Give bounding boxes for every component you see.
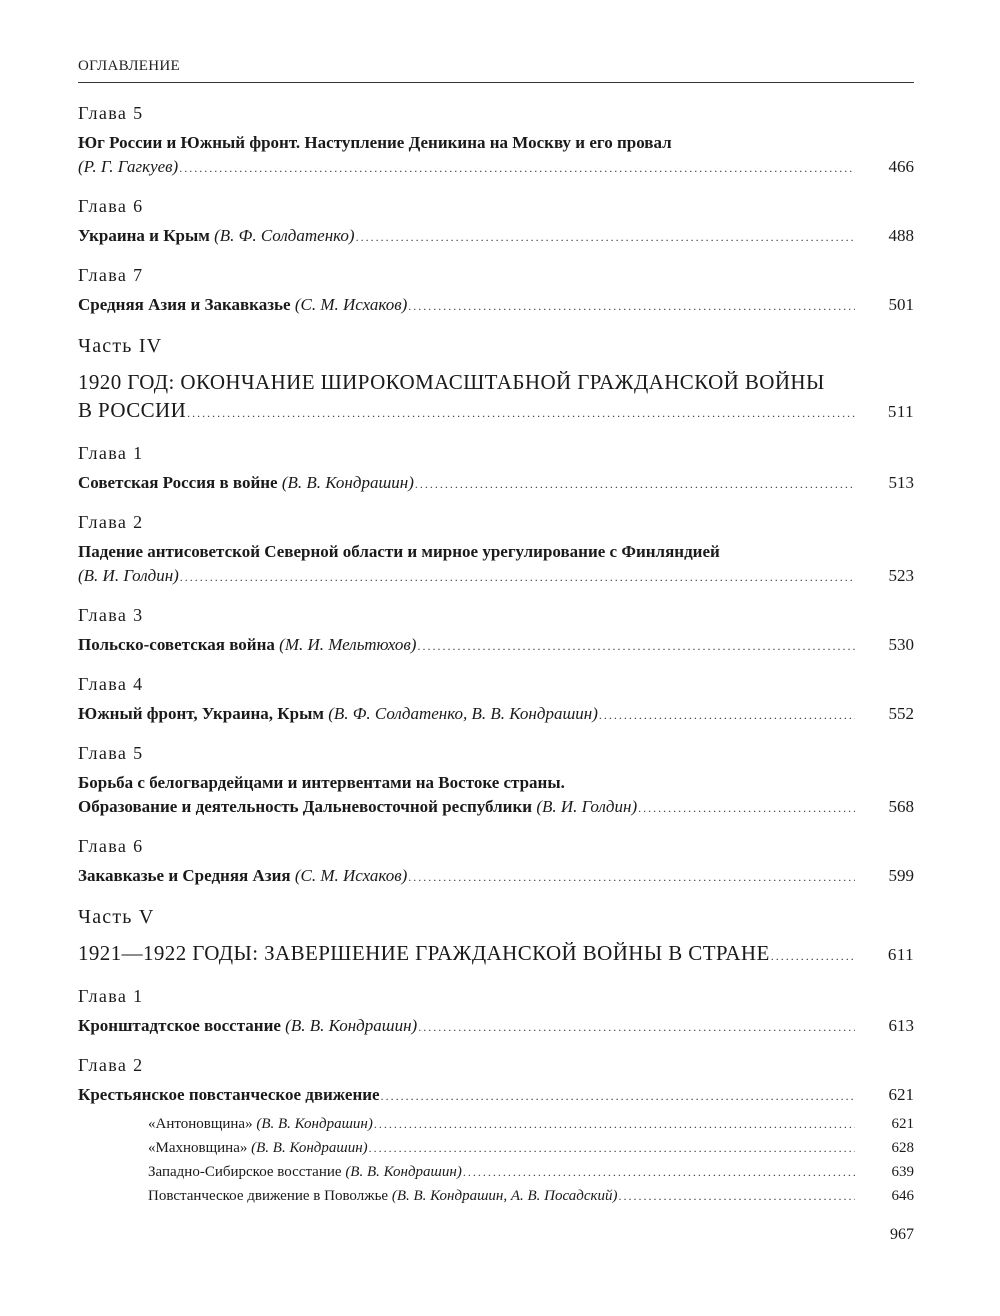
chapter-number: Глава 3 [78,605,144,625]
part-number: Часть IV [78,335,163,357]
toc-entry [78,194,914,249]
dot-leader [638,796,855,820]
chapter-author: (В. В. Кондрашин) [281,473,414,492]
dot-leader [463,1160,855,1184]
chapter-title: Кронштадтское восстание [78,1016,281,1035]
chapter-author: (С. М. Исхаков) [294,866,408,885]
part-title[interactable]: 1920 ГОД: ОКОНЧАНИЕ ШИРОКОМАСШТАБНОЙ ГРАЖДАНСКОЙ ВОЙНЫ [78,370,825,394]
subsection-line[interactable] [148,1184,914,1208]
toc-entry [78,672,914,727]
dot-leader [356,225,855,249]
subsection-line[interactable] [148,1136,914,1160]
chapter-title[interactable]: Падение антисоветской Северной области и мирное урегулирование с Финляндией [78,542,720,561]
dot-leader [417,634,855,658]
page-number: 523 [888,566,914,585]
page-number: 552 [888,704,914,723]
subsection-author: (В. В. Кондрашин) [251,1140,368,1156]
chapter-title-continued: Образование и деятельность Дальневосточной республики [78,797,533,816]
toc-entry [78,263,914,318]
page-number: 568 [888,797,914,816]
dot-leader [369,1136,855,1160]
chapter-number: Глава 2 [78,512,144,532]
page-number: 621 [891,1116,914,1132]
toc-line[interactable] [78,702,914,727]
toc-entry [78,741,914,820]
chapter-number: Глава 6 [78,196,144,216]
chapter-title: Крестьянское повстанческое движение [78,1085,380,1104]
chapter-title: Украина и Крым [78,226,210,245]
part-entry [78,334,914,427]
chapter-number: Глава 1 [78,443,144,463]
dot-leader [408,865,855,889]
dot-leader [179,156,855,180]
subsection-author: (В. В. Кондрашин) [256,1116,373,1132]
page-number: 530 [888,635,914,654]
toc-line[interactable] [78,939,914,970]
dot-leader [599,703,855,727]
page-folio: 967 [890,1226,914,1243]
subsection-title: Западно-Сибирское восстание [148,1164,342,1180]
toc-entry [78,441,914,496]
toc-line[interactable] [78,795,914,820]
chapter-author: (М. И. Мельтюхов) [279,635,417,654]
toc-entry [78,834,914,889]
page-number: 488 [888,226,914,245]
page-number: 466 [888,157,914,176]
dot-leader [381,1084,855,1108]
toc-entry [78,510,914,589]
chapter-title: Закавказье и Средняя Азия [78,866,291,885]
chapter-title[interactable]: Юг России и Южный фронт. Наступление Деникина на Москву и его провал [78,133,672,152]
subsection-line[interactable] [148,1112,914,1136]
page-number: 611 [887,945,914,964]
chapter-number: Глава 2 [78,1055,144,1075]
toc-line[interactable] [78,224,914,249]
chapter-title: Польско-советская война [78,635,275,654]
chapter-author: (С. М. Исхаков) [294,295,408,314]
toc-line[interactable] [78,1014,914,1039]
toc-entry [78,101,914,180]
dot-leader [418,1015,855,1039]
chapter-author: (Р. Г. Гагкуев) [78,157,179,176]
toc-entry [78,1053,914,1108]
subsection-title: «Махновщина» [148,1140,248,1156]
toc-line[interactable] [78,471,914,496]
dot-leader [187,399,855,427]
chapter-number: Глава 4 [78,674,144,694]
chapter-title: Советская Россия в войне [78,473,278,492]
chapter-number: Глава 6 [78,836,144,856]
chapter-author: (В. Ф. Солдатенко) [214,226,355,245]
page-number: 613 [888,1016,914,1035]
toc-line[interactable] [78,564,914,589]
chapter-author: (В. И. Голдин) [78,566,179,585]
toc-line[interactable] [78,155,914,180]
chapter-title: Средняя Азия и Закавказье [78,295,291,314]
chapter-author: (В. В. Кондрашин) [285,1016,418,1035]
page-number: 621 [888,1085,914,1104]
running-head: ОГЛАВЛЕНИЕ [78,58,914,83]
chapter-title: Южный фронт, Украина, Крым [78,704,324,723]
toc-line[interactable] [78,1083,914,1108]
dot-leader [180,565,855,589]
page-number: 639 [891,1164,914,1180]
toc-line[interactable] [78,396,914,427]
page-number: 501 [888,295,914,314]
subsection-title: Повстанческое движение в Поволжье [148,1188,389,1204]
page-number: 646 [891,1188,914,1204]
chapter-number: Глава 5 [78,103,144,123]
chapter-title[interactable]: Борьба с белогвардейцами и интервентами на Востоке страны. [78,773,565,792]
subsection-author: (В. В. Кондрашин, А. В. Посадский) [391,1188,618,1204]
toc-entry [78,984,914,1039]
subsection-line[interactable] [148,1160,914,1184]
toc-line[interactable] [78,633,914,658]
page-number: 599 [888,866,914,885]
part-number: Часть V [78,906,155,928]
part-title-continued: В РОССИИ [78,398,187,422]
page-number: 513 [888,473,914,492]
part-entry [78,905,914,970]
chapter-author: (В. И. Голдин) [536,797,638,816]
page-number: 628 [891,1140,914,1156]
part-title: 1921—1922 ГОДЫ: ЗАВЕРШЕНИЕ ГРАЖДАНСКОЙ ВОЙНЫ В СТРАНЕ [78,941,770,965]
chapter-number: Глава 5 [78,743,144,763]
dot-leader [374,1112,855,1136]
subsection-author: (В. В. Кондрашин) [345,1164,462,1180]
toc-entry [78,603,914,658]
dot-leader [771,942,855,970]
subsection-list [78,1112,914,1208]
toc-line[interactable] [78,864,914,889]
table-of-contents [78,101,914,1208]
chapter-author: (В. Ф. Солдатенко, В. В. Кондрашин) [328,704,598,723]
chapter-number: Глава 1 [78,986,144,1006]
dot-leader [619,1184,855,1208]
toc-line[interactable] [78,293,914,318]
chapter-number: Глава 7 [78,265,144,285]
page-number: 511 [887,402,914,421]
dot-leader [408,294,855,318]
subsection-title: «Антоновщина» [148,1116,253,1132]
toc-page [78,58,914,1208]
dot-leader [415,472,855,496]
